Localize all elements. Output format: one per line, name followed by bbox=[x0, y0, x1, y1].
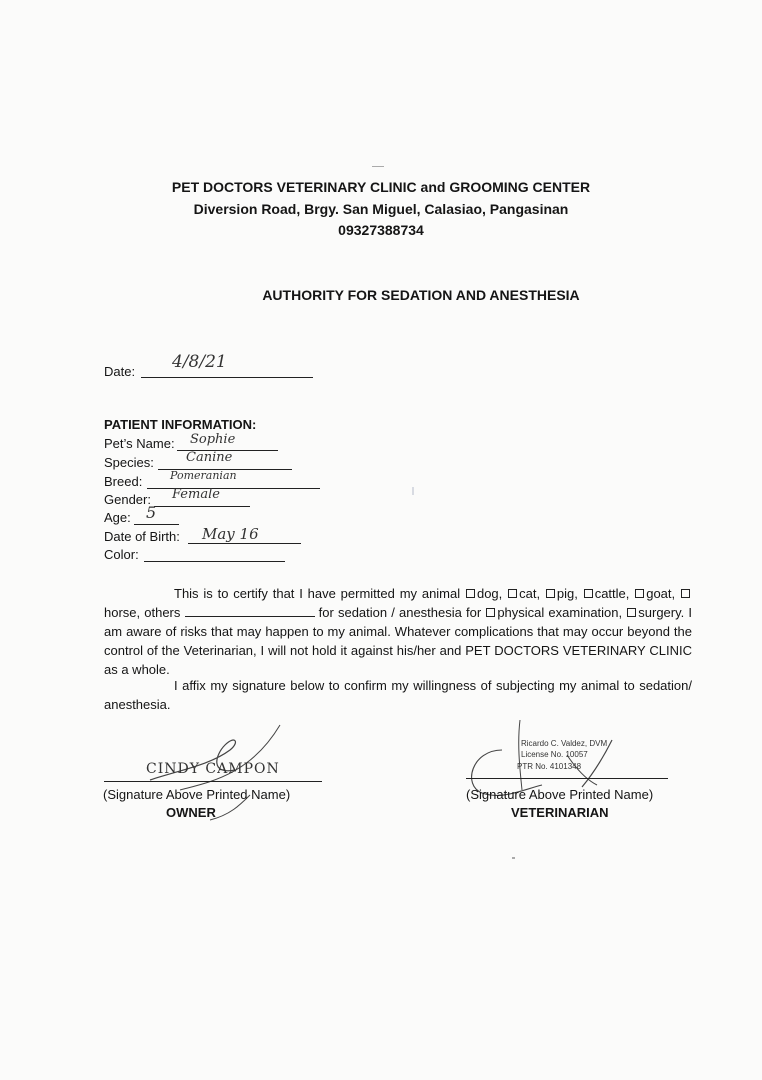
option-pig: pig, bbox=[556, 586, 578, 601]
color-label: Color: bbox=[104, 547, 139, 562]
option-horse-others: horse, others bbox=[104, 605, 181, 620]
species-label: Species: bbox=[104, 455, 154, 470]
date-label: Date: bbox=[104, 364, 136, 379]
consent-paragraph bbox=[104, 584, 692, 679]
vet-signature-caption: (Signature Above Printed Name) bbox=[466, 787, 654, 802]
age-value: 5 bbox=[146, 503, 157, 522]
gender-value: Female bbox=[172, 487, 220, 502]
checkbox-pig[interactable] bbox=[546, 589, 555, 598]
gender-label: Gender: bbox=[104, 492, 151, 507]
age-label: Age: bbox=[104, 510, 131, 525]
checkbox-cattle[interactable] bbox=[584, 589, 593, 598]
vet-stamp-license: License No. 10057 bbox=[521, 750, 588, 759]
species-value: Canine bbox=[186, 450, 233, 465]
gender-line bbox=[154, 506, 250, 507]
scan-speck bbox=[372, 166, 384, 167]
owner-printed-name: CINDY CAMPON bbox=[146, 761, 280, 777]
dob-line bbox=[188, 543, 301, 544]
consent-intro: This is to certify that I have permitted my animal bbox=[174, 586, 461, 601]
breed-value: Pomeranian bbox=[170, 469, 237, 482]
vet-role: VETERINARIAN bbox=[511, 805, 609, 820]
owner-signature-line bbox=[104, 781, 322, 782]
others-blank[interactable] bbox=[185, 606, 315, 617]
checkbox-physical-exam[interactable] bbox=[486, 608, 495, 617]
owner-signature-caption: (Signature Above Printed Name) bbox=[103, 787, 291, 802]
vet-stamp-ptr: PTR No. 4101348 bbox=[517, 762, 582, 771]
option-cattle: cattle, bbox=[594, 586, 630, 601]
affirmation-text: I affix my signature below to confirm my willingness of subjecting my animal to sedation/ anesthesia. bbox=[104, 678, 692, 712]
owner-role: OWNER bbox=[166, 805, 216, 820]
scan-speck bbox=[512, 857, 515, 859]
document-title: AUTHORITY FOR SEDATION AND ANESTHESIA bbox=[262, 287, 580, 303]
dob-label: Date of Birth: bbox=[104, 529, 180, 544]
checkbox-horse[interactable] bbox=[681, 589, 690, 598]
consent-mid: for sedation / anesthesia for bbox=[318, 605, 482, 620]
vet-signature-line bbox=[466, 778, 668, 779]
option-goat: goat, bbox=[646, 586, 676, 601]
dob-value: May 16 bbox=[202, 525, 259, 543]
clinic-address: Diversion Road, Brgy. San Miguel, Calasiao, Pangasinan bbox=[193, 201, 569, 217]
consent-surgery-text: surgery. I am aware of risks that may happen to my animal. Whatever complications that may occur beyond the control of the Veterinarian, I will not hold it against his/her and PET DOCTORS VETERINARY CLINIC as a whole. bbox=[104, 605, 692, 677]
checkbox-goat[interactable] bbox=[635, 589, 644, 598]
option-dog: dog, bbox=[476, 586, 503, 601]
scan-speck bbox=[412, 487, 414, 495]
clinic-name: PET DOCTORS VETERINARY CLINIC and GROOMING CENTER bbox=[171, 179, 591, 195]
pet-name-label: Pet’s Name: bbox=[104, 436, 175, 451]
breed-label: Breed: bbox=[104, 474, 143, 489]
color-line bbox=[144, 561, 285, 562]
vet-stamp-name: Ricardo C. Valdez, DVM bbox=[521, 739, 608, 748]
date-value: 4/8/21 bbox=[172, 352, 227, 372]
patient-info-heading: PATIENT INFORMATION: bbox=[104, 417, 257, 432]
checkbox-surgery[interactable] bbox=[627, 608, 636, 617]
affirmation-paragraph bbox=[104, 676, 692, 714]
option-physical-exam: physical examination, bbox=[497, 605, 623, 620]
option-cat: cat, bbox=[519, 586, 541, 601]
clinic-phone: 09327388734 bbox=[338, 222, 424, 238]
pet-name-value: Sophie bbox=[190, 432, 236, 447]
date-line bbox=[141, 377, 313, 378]
checkbox-cat[interactable] bbox=[508, 589, 517, 598]
age-line bbox=[134, 524, 179, 525]
checkbox-dog[interactable] bbox=[466, 589, 475, 598]
